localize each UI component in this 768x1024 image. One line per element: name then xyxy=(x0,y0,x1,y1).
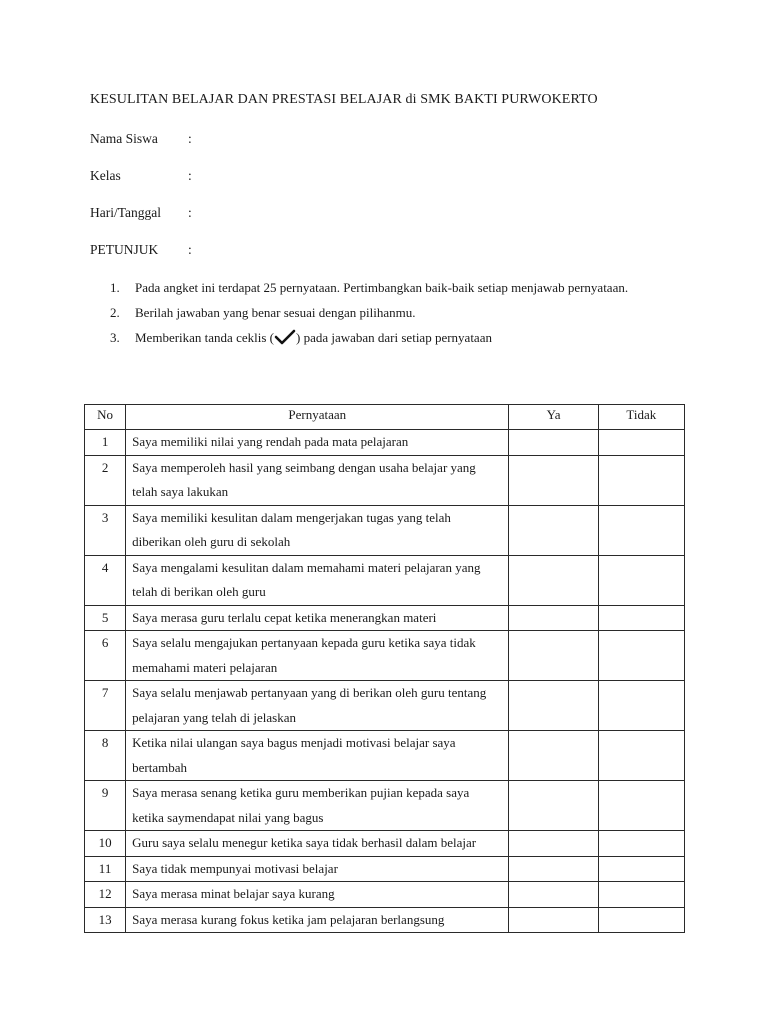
answer-tidak-cell[interactable] xyxy=(598,681,684,731)
row-number: 3 xyxy=(85,505,126,555)
row-number: 13 xyxy=(85,907,126,933)
row-number: 4 xyxy=(85,555,126,605)
row-number: 12 xyxy=(85,882,126,908)
answer-tidak-cell[interactable] xyxy=(598,856,684,882)
answer-tidak-cell[interactable] xyxy=(598,631,684,681)
answer-tidak-cell[interactable] xyxy=(598,781,684,831)
row-statement: Saya merasa senang ketika guru memberikan pujian kepada saya ketika saymendapat nilai yang bagus xyxy=(126,781,509,831)
answer-ya-cell[interactable] xyxy=(509,882,598,908)
answer-tidak-cell[interactable] xyxy=(598,555,684,605)
row-statement: Saya mengalami kesulitan dalam memahami materi pelajaran yang telah di berikan oleh guru xyxy=(126,555,509,605)
instruction-number: 1. xyxy=(110,280,120,295)
answer-ya-cell[interactable] xyxy=(509,631,598,681)
answer-ya-cell[interactable] xyxy=(509,907,598,933)
instruction-text: Pada angket ini terdapat 25 pernyataan. Pertimbangkan baik-baik setiap menjawab pernyataan. xyxy=(135,280,629,295)
row-number: 6 xyxy=(85,631,126,681)
answer-ya-cell[interactable] xyxy=(509,681,598,731)
row-statement: Guru saya selalu menegur ketika saya tidak berhasil dalam belajar xyxy=(126,831,509,857)
row-statement: Saya memiliki nilai yang rendah pada mata pelajaran xyxy=(126,430,509,456)
row-number: 11 xyxy=(85,856,126,882)
header-tidak: Tidak xyxy=(598,405,684,430)
table-row xyxy=(85,831,685,857)
answer-ya-cell[interactable] xyxy=(509,731,598,781)
table-row xyxy=(85,882,685,908)
row-statement: Saya merasa kurang fokus ketika jam pelajaran berlangsung xyxy=(126,907,509,933)
row-statement: Saya selalu menjawab pertanyaan yang di berikan oleh guru tentang pelajaran yang telah di jelaskan xyxy=(126,681,509,731)
header-no: No xyxy=(85,405,126,430)
header-pernyataan: Pernyataan xyxy=(126,405,509,430)
answer-tidak-cell[interactable] xyxy=(598,455,684,505)
instruction-number: 2. xyxy=(110,305,120,320)
row-number: 10 xyxy=(85,831,126,857)
answer-ya-cell[interactable] xyxy=(509,555,598,605)
answer-ya-cell[interactable] xyxy=(509,505,598,555)
field-label: PETUNJUK xyxy=(90,242,159,257)
answer-ya-cell[interactable] xyxy=(509,605,598,631)
row-number: 8 xyxy=(85,731,126,781)
table-row xyxy=(85,455,685,505)
field-kelas xyxy=(90,168,192,184)
instruction-text-before: Memberikan tanda ceklis ( xyxy=(135,330,274,345)
instruction-item xyxy=(110,279,628,304)
answer-tidak-cell[interactable] xyxy=(598,731,684,781)
table-row xyxy=(85,907,685,933)
field-label: Kelas xyxy=(90,168,121,183)
header-ya: Ya xyxy=(509,405,598,430)
questionnaire-table xyxy=(84,404,685,933)
field-nama-siswa xyxy=(90,131,192,147)
answer-ya-cell[interactable] xyxy=(509,831,598,857)
table-row xyxy=(85,681,685,731)
table-row xyxy=(85,430,685,456)
row-number: 7 xyxy=(85,681,126,731)
table-row xyxy=(85,555,685,605)
field-label: Hari/Tanggal xyxy=(90,205,162,220)
field-colon: : xyxy=(188,168,192,183)
field-petunjuk xyxy=(90,242,192,258)
field-colon: : xyxy=(188,205,192,220)
table-header-row xyxy=(85,405,685,430)
row-number: 2 xyxy=(85,455,126,505)
row-statement: Saya merasa minat belajar saya kurang xyxy=(126,882,509,908)
answer-ya-cell[interactable] xyxy=(509,430,598,456)
answer-tidak-cell[interactable] xyxy=(598,430,684,456)
row-number: 9 xyxy=(85,781,126,831)
field-colon: : xyxy=(188,242,192,257)
instruction-item xyxy=(110,329,628,354)
row-number: 5 xyxy=(85,605,126,631)
instruction-text-after: ) pada jawaban dari setiap pernyataan xyxy=(295,330,492,345)
checkmark-icon xyxy=(274,329,296,345)
instruction-list xyxy=(110,279,628,354)
instruction-item xyxy=(110,304,628,329)
answer-tidak-cell[interactable] xyxy=(598,605,684,631)
document-title: KESULITAN BELAJAR DAN PRESTASI BELAJAR di SMK BAKTI PURWOKERTO xyxy=(90,92,598,107)
field-hari-tanggal xyxy=(90,205,192,221)
row-statement: Saya selalu mengajukan pertanyaan kepada guru ketika saya tidak memahami materi pelajaran xyxy=(126,631,509,681)
instruction-number: 3. xyxy=(110,330,120,345)
answer-ya-cell[interactable] xyxy=(509,455,598,505)
table-row xyxy=(85,731,685,781)
answer-tidak-cell[interactable] xyxy=(598,831,684,857)
row-statement: Saya merasa guru terlalu cepat ketika menerangkan materi xyxy=(126,605,509,631)
row-statement: Saya memperoleh hasil yang seimbang dengan usaha belajar yang telah saya lakukan xyxy=(126,455,509,505)
row-statement: Saya tidak mempunyai motivasi belajar xyxy=(126,856,509,882)
answer-tidak-cell[interactable] xyxy=(598,907,684,933)
instruction-text: Berilah jawaban yang benar sesuai dengan pilihanmu. xyxy=(135,305,416,320)
row-statement: Ketika nilai ulangan saya bagus menjadi motivasi belajar saya bertambah xyxy=(126,731,509,781)
answer-ya-cell[interactable] xyxy=(509,781,598,831)
row-statement: Saya memiliki kesulitan dalam mengerjakan tugas yang telah diberikan oleh guru di sekolah xyxy=(126,505,509,555)
table-row xyxy=(85,605,685,631)
table-row xyxy=(85,856,685,882)
answer-ya-cell[interactable] xyxy=(509,856,598,882)
field-colon: : xyxy=(188,131,192,146)
table-row xyxy=(85,505,685,555)
answer-tidak-cell[interactable] xyxy=(598,505,684,555)
answer-tidak-cell[interactable] xyxy=(598,882,684,908)
row-number: 1 xyxy=(85,430,126,456)
field-label: Nama Siswa xyxy=(90,131,158,146)
table-row xyxy=(85,631,685,681)
table-row xyxy=(85,781,685,831)
